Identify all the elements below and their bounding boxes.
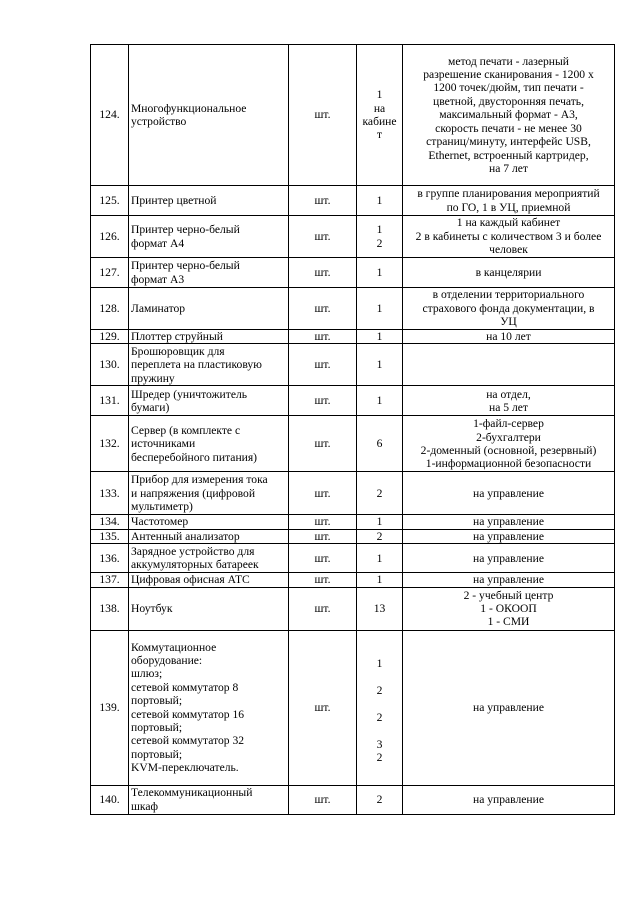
row-number: 124. xyxy=(91,45,129,186)
item-name xyxy=(129,386,289,416)
item-unit: шт. xyxy=(289,258,357,288)
item-name xyxy=(129,45,289,186)
row-number: 128. xyxy=(91,288,129,330)
item-name-text: Принтер цветной xyxy=(131,193,217,207)
table-row xyxy=(91,544,615,573)
item-name xyxy=(129,630,289,785)
table-row xyxy=(91,785,615,814)
item-name-text: Зарядное устройство для аккумуляторных батареек xyxy=(131,544,259,572)
item-name-text: Многофункциональное устройство xyxy=(131,101,247,128)
item-unit: шт. xyxy=(289,386,357,416)
item-note: в канцелярии xyxy=(403,258,615,288)
item-quantity: 1 на кабине т xyxy=(357,45,403,186)
item-name-text: Брошюровщик для переплета на пластиковую пружину xyxy=(131,344,262,385)
table-row xyxy=(91,330,615,344)
item-note: 1-файл-сервер 2-бухгалтери 2-доменный (основной, резервный) 1-информационной безопасности xyxy=(403,416,615,472)
item-name xyxy=(129,573,289,587)
item-name xyxy=(129,288,289,330)
table-row xyxy=(91,573,615,587)
row-number: 140. xyxy=(91,785,129,814)
item-name xyxy=(129,258,289,288)
item-name-text: Прибор для измерения тока и напряжения (цифровой мультиметр) xyxy=(131,473,268,514)
row-number: 127. xyxy=(91,258,129,288)
equipment-table xyxy=(90,44,615,815)
item-name xyxy=(129,344,289,386)
row-number: 136. xyxy=(91,544,129,573)
row-number: 129. xyxy=(91,330,129,344)
item-name-text: Ноутбук xyxy=(131,601,173,615)
row-number: 133. xyxy=(91,472,129,515)
item-unit: шт. xyxy=(289,544,357,573)
item-unit: шт. xyxy=(289,472,357,515)
item-quantity: 1 2 2 3 2 xyxy=(357,630,403,785)
item-name xyxy=(129,330,289,344)
table-row xyxy=(91,186,615,216)
item-quantity: 1 xyxy=(357,258,403,288)
table-row xyxy=(91,344,615,386)
item-unit: шт. xyxy=(289,416,357,472)
item-name-text: Коммутационное оборудование: шлюз; сетевой коммутатор 8 портовый; сетевой коммутатор 16 портовый; сетевой коммутатор 32 портовый; KVM-переключатель. xyxy=(131,640,245,775)
row-number: 125. xyxy=(91,186,129,216)
item-unit: шт. xyxy=(289,186,357,216)
item-name xyxy=(129,416,289,472)
table-row xyxy=(91,587,615,630)
row-number: 130. xyxy=(91,344,129,386)
item-unit: шт. xyxy=(289,630,357,785)
item-note: на управление xyxy=(403,529,615,543)
item-quantity: 6 xyxy=(357,416,403,472)
row-number: 138. xyxy=(91,587,129,630)
item-note xyxy=(403,344,615,386)
item-note: на управление xyxy=(403,544,615,573)
table-row xyxy=(91,416,615,472)
item-name xyxy=(129,216,289,258)
item-note: 2 - учебный центр 1 - ОКООП 1 - СМИ xyxy=(403,587,615,630)
item-quantity: 1 2 xyxy=(357,216,403,258)
item-quantity: 2 xyxy=(357,472,403,515)
item-quantity: 1 xyxy=(357,344,403,386)
item-unit: шт. xyxy=(289,785,357,814)
item-unit: шт. xyxy=(289,330,357,344)
item-note: в группе планирования мероприятий по ГО, 1 в УЦ, приемной xyxy=(403,186,615,216)
row-number: 131. xyxy=(91,386,129,416)
table-row xyxy=(91,529,615,543)
item-unit: шт. xyxy=(289,515,357,529)
item-name-text: Ламинатор xyxy=(131,301,186,315)
item-name xyxy=(129,186,289,216)
item-quantity: 1 xyxy=(357,386,403,416)
table-row xyxy=(91,472,615,515)
table-body xyxy=(91,45,615,815)
item-name xyxy=(129,529,289,543)
item-unit: шт. xyxy=(289,45,357,186)
item-name-text: Принтер черно-белый формат А4 xyxy=(131,223,240,250)
item-name-text: Плоттер струйный xyxy=(131,330,223,343)
item-note: на управление xyxy=(403,472,615,515)
item-quantity: 2 xyxy=(357,785,403,814)
item-quantity: 1 xyxy=(357,544,403,573)
table-row xyxy=(91,515,615,529)
item-name xyxy=(129,544,289,573)
item-name-text: Антенный анализатор xyxy=(131,529,240,543)
item-quantity: 2 xyxy=(357,529,403,543)
item-name xyxy=(129,472,289,515)
item-name-text: Шредер (уничтожитель бумаги) xyxy=(131,387,248,414)
item-unit: шт. xyxy=(289,344,357,386)
item-quantity: 13 xyxy=(357,587,403,630)
item-note: на управление xyxy=(403,573,615,587)
item-quantity: 1 xyxy=(357,330,403,344)
item-unit: шт. xyxy=(289,288,357,330)
table-row xyxy=(91,216,615,258)
table-row xyxy=(91,386,615,416)
row-number: 137. xyxy=(91,573,129,587)
row-number: 134. xyxy=(91,515,129,529)
row-number: 126. xyxy=(91,216,129,258)
item-quantity: 1 xyxy=(357,515,403,529)
row-number: 135. xyxy=(91,529,129,543)
item-quantity: 1 xyxy=(357,288,403,330)
item-note: метод печати - лазерный разрешение сканирования - 1200 х 1200 точек/дюйм, тип печати - цветной, двусторонняя печать, максимальный формат - А3, скорость печати - не менее 30 страниц/минуту, интерфейс USB, Ethernet, встроенный картридер, на 7 лет xyxy=(403,45,615,186)
row-number: 132. xyxy=(91,416,129,472)
item-name-text: Частотомер xyxy=(131,515,189,529)
item-name xyxy=(129,785,289,814)
item-unit: шт. xyxy=(289,216,357,258)
item-note: на 10 лет xyxy=(403,330,615,344)
item-name-text: Телекоммуникационный шкаф xyxy=(131,786,253,813)
item-name xyxy=(129,515,289,529)
item-name-text: Цифровая офисная АТС xyxy=(131,573,250,587)
item-note: на отдел, на 5 лет xyxy=(403,386,615,416)
table-row xyxy=(91,45,615,186)
item-note: на управление xyxy=(403,785,615,814)
item-name xyxy=(129,587,289,630)
item-note: на управление xyxy=(403,515,615,529)
item-quantity: 1 xyxy=(357,186,403,216)
table-row xyxy=(91,288,615,330)
item-quantity: 1 xyxy=(357,573,403,587)
table-row xyxy=(91,258,615,288)
item-name-text: Сервер (в комплекте с источниками бесперебойного питания) xyxy=(131,423,258,464)
item-unit: шт. xyxy=(289,529,357,543)
item-unit: шт. xyxy=(289,587,357,630)
item-note: 1 на каждый кабинет 2 в кабинеты с количеством 3 и более человек xyxy=(403,216,615,258)
table-row xyxy=(91,630,615,785)
item-name-text: Принтер черно-белый формат А3 xyxy=(131,259,240,286)
item-note: на управление xyxy=(403,630,615,785)
item-note: в отделении территориального страхового фонда документации, в УЦ xyxy=(403,288,615,330)
item-unit: шт. xyxy=(289,573,357,587)
row-number: 139. xyxy=(91,630,129,785)
